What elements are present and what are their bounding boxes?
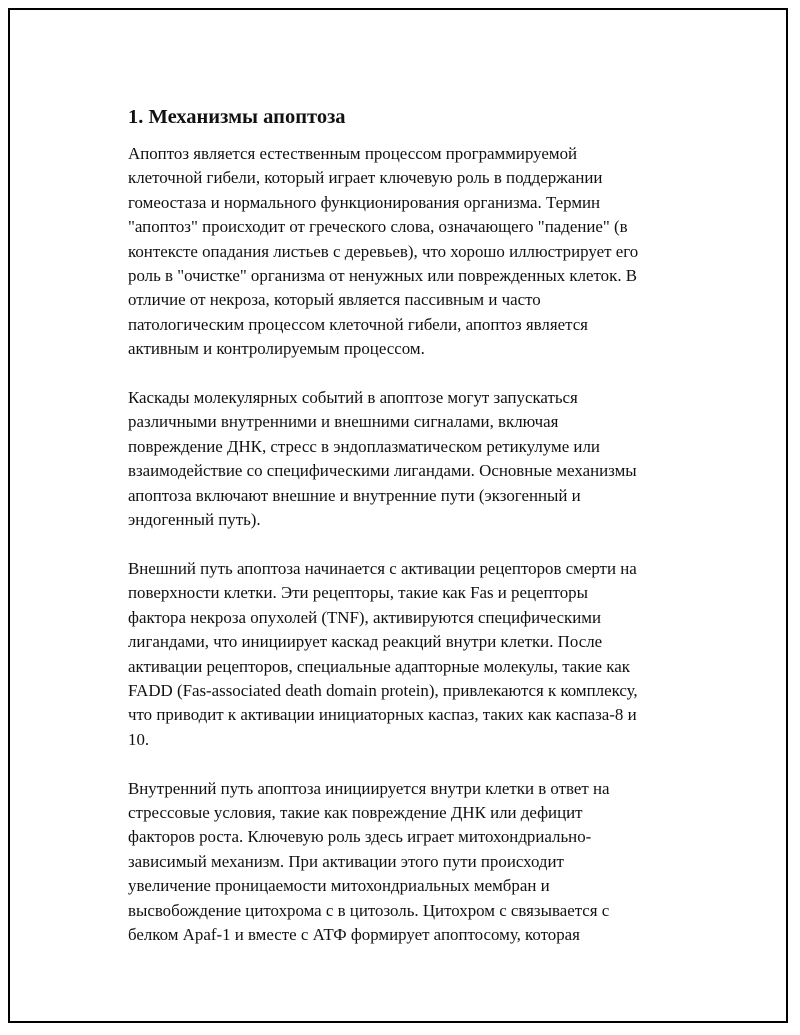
document-content: [128, 104, 694, 972]
page-frame: [8, 8, 788, 1023]
paragraph-line: патологическим процессом клеточной гибели, апоптоз является: [128, 314, 588, 334]
paragraph-line: активации рецепторов, специальные адапторные молекулы, такие как: [128, 656, 630, 676]
paragraph-line: Апоптоз является естественным процессом программируемой: [128, 144, 578, 163]
paragraph-4: [128, 777, 694, 948]
paragraph-line: зависимый механизм. При активации этого пути происходит: [128, 851, 564, 871]
paragraph-line: контексте опадания листьев с деревьев), что хорошо иллюстрирует его: [128, 241, 639, 261]
paragraph-line: активным и контролируемым процессом.: [128, 339, 425, 359]
paragraph-line: увеличение проницаемости митохондриальных мембран и: [128, 876, 550, 896]
paragraph-line: белком Apaf-1 и вместе с АТФ формирует апоптосому, которая: [128, 924, 580, 944]
paragraph-line: FADD (Fas-associated death domain protein), привлекаются к комплексу,: [128, 680, 638, 700]
paragraph-line: различными внутренними и внешними сигналами, включая: [128, 412, 559, 432]
paragraph-line: фактора некроза опухолей (TNF), активируются специфическими: [128, 607, 601, 627]
paragraph-line: стрессовые условия, такие как повреждение ДНК или дефицит: [128, 802, 583, 822]
paragraph-line: факторов роста. Ключевую роль здесь играет митохондриально-: [128, 827, 592, 847]
section-heading: 1. Механизмы апоптоза: [128, 106, 346, 128]
paragraph-line: повреждение ДНК, стресс в эндоплазматическом ретикулуме или: [128, 436, 600, 456]
paragraph-line: Внутренний путь апоптоза инициируется внутри клетки в ответ на: [128, 778, 610, 798]
paragraph-line: Внешний путь апоптоза начинается с активации рецепторов смерти на: [128, 558, 637, 578]
paragraph-line: поверхности клетки. Эти рецепторы, такие как Fas и рецепторы: [128, 583, 588, 603]
paragraph-line: лигандами, что инициирует каскад реакций внутри клетки. После: [128, 632, 603, 652]
paragraph-line: Каскады молекулярных событий в апоптозе могут запускаться: [128, 388, 578, 408]
paragraph-line: "апоптоз" происходит от греческого слова, означающего "падение" (в: [128, 217, 628, 237]
paragraph-line: 10.: [128, 729, 150, 749]
paragraph-line: что приводит к активации инициаторных каспаз, таких как каспаза-8 и: [128, 705, 637, 725]
paragraph-1: [128, 142, 694, 362]
paragraph-2: [128, 386, 694, 532]
paragraph-line: апоптоза включают внешние и внутренние пути (экзогенный и: [128, 485, 581, 505]
paragraph-line: высвобождение цитохрома с в цитозоль. Цитохром с связывается с: [128, 900, 610, 920]
paragraph-line: гомеостаза и нормального функционирования организма. Термин: [128, 192, 601, 212]
paragraph-line: взаимодействие со специфическими лигандами. Основные механизмы: [128, 461, 637, 481]
paragraph-line: отличие от некроза, который является пассивным и часто: [128, 290, 541, 310]
paragraph-line: клеточной гибели, который играет ключевую роль в поддержании: [128, 168, 603, 188]
paragraph-line: эндогенный путь).: [128, 510, 261, 530]
paragraph-line: роль в "очистке" организма от ненужных или поврежденных клеток. В: [128, 266, 638, 286]
paragraph-3: [128, 557, 694, 752]
